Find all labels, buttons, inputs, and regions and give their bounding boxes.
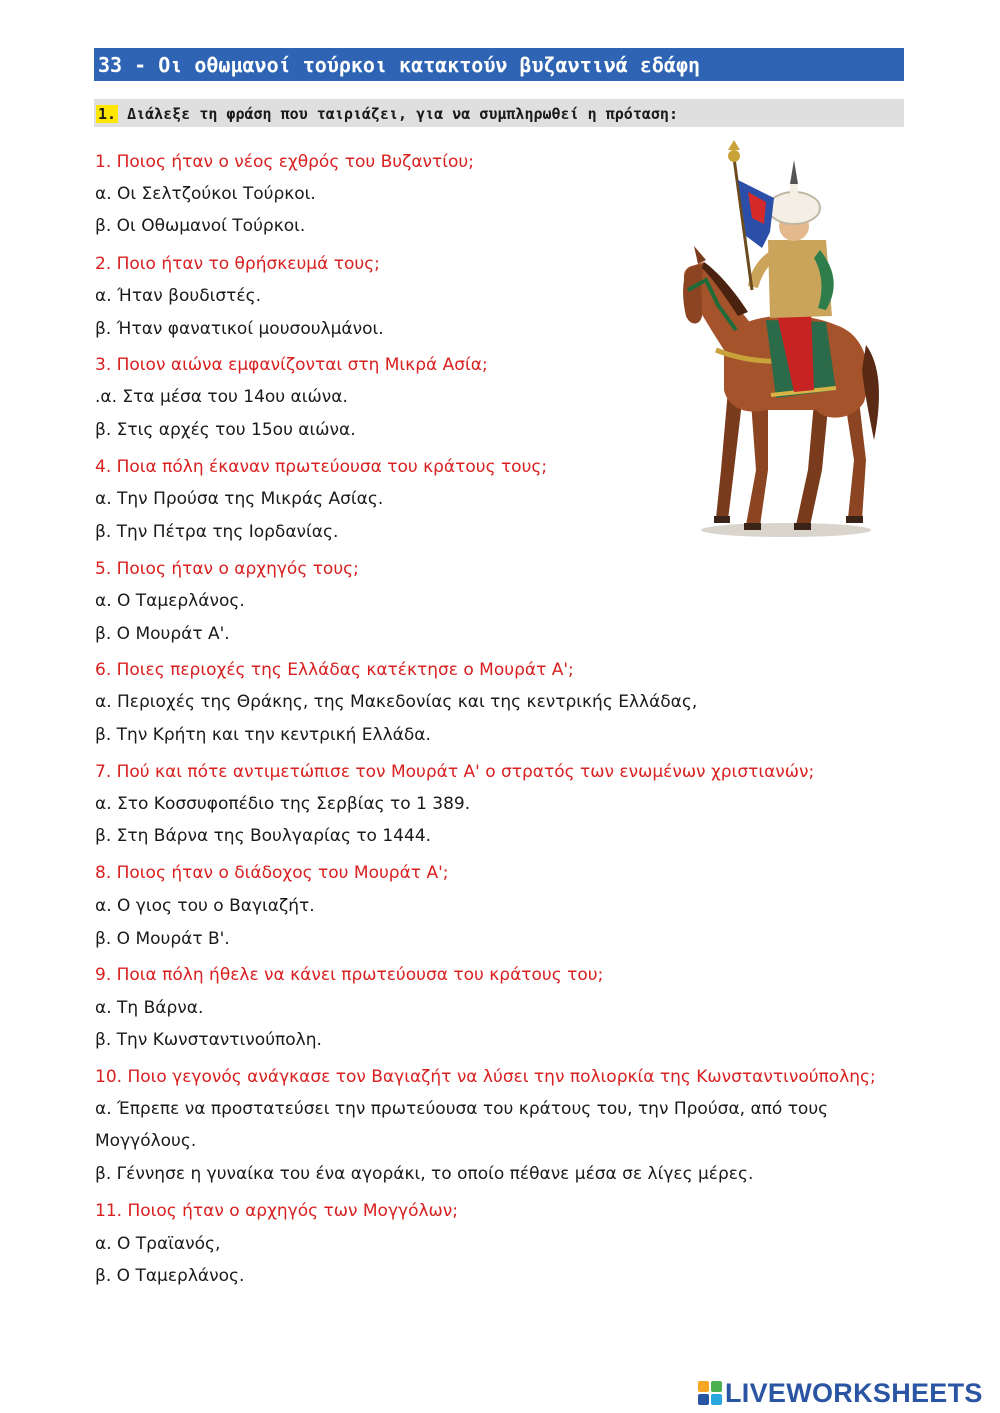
instruction-bar [94,99,904,127]
logo-square-3 [698,1394,709,1405]
question-7: 7. Πού και πότε αντιμετώπισε τον Μουράτ Α' ο στρατός των ενωμένων χριστιανών; [95,762,815,782]
question-11: 11. Ποιος ήταν ο αρχηγός των Μογγόλων; [95,1201,458,1221]
answer-7b[interactable]: β. Στη Βάρνα της Βουλγαρίας το 1444. [95,826,432,846]
answer-10a-cont[interactable]: Μογγόλους. [95,1131,197,1151]
instruction-number: 1. [98,105,117,123]
logo-square-2 [711,1381,722,1392]
brand-text: LIVEWORKSHEETS [725,1377,983,1408]
answer-4b[interactable]: β. Την Πέτρα της Ιορδανίας. [95,522,339,542]
answer-4a[interactable]: α. Την Προύσα της Μικράς Ασίας. [95,489,384,509]
answer-1a[interactable]: α. Οι Σελτζούκοι Τούρκοι. [95,184,316,204]
answer-2a[interactable]: α. Ήταν βουδιστές. [95,286,261,306]
answer-7a[interactable]: α. Στο Κοσσυφοπέδιο της Σερβίας το 1 389. [95,794,471,814]
question-2: 2. Ποιο ήταν το θρήσκευμά τους; [95,254,380,274]
logo-icon [698,1381,722,1405]
answer-1b[interactable]: β. Οι Οθωμανοί Τούρκοι. [95,216,306,236]
answer-2b[interactable]: β. Ήταν φανατικοί μουσουλμάνοι. [95,319,384,339]
instruction-text: Διάλεξε τη φράση που ταιριάζει, για να συμπληρωθεί η πρόταση: [127,105,678,123]
logo-square-1 [698,1381,709,1392]
answer-9a[interactable]: α. Τη Βάρνα. [95,998,204,1018]
answer-8b[interactable]: β. Ο Μουράτ Β'. [95,929,230,949]
answer-11a[interactable]: α. Ο Τραϊανός, [95,1234,221,1254]
liveworksheets-logo[interactable] [698,1376,983,1410]
answer-9b[interactable]: β. Την Κωνσταντινούπολη. [95,1030,322,1050]
answer-10a[interactable]: α. Έπρεπε να προστατεύσει την πρωτεύουσα του κράτους του, την Προύσα, από τους [95,1099,829,1119]
answer-3b[interactable]: β. Στις αρχές του 15ου αιώνα. [95,420,356,440]
question-6: 6. Ποιες περιοχές της Ελλάδας κατέκτησε ο Μουράτ Α'; [95,660,574,680]
answer-11b[interactable]: β. Ο Ταμερλάνος. [95,1266,245,1286]
answer-3a[interactable]: .α. Στα μέσα του 14ου αιώνα. [95,387,348,407]
question-5: 5. Ποιος ήταν ο αρχηγός τους; [95,559,359,579]
question-8: 8. Ποιος ήταν ο διάδοχος του Μουράτ Α'; [95,863,449,883]
answer-10b[interactable]: β. Γέννησε η γυναίκα του ένα αγοράκι, το οποίο πέθανε μέσα σε λίγες μέρες. [95,1164,754,1184]
question-10: 10. Ποιο γεγονός ανάγκασε τον Βαγιαζήτ να λύσει την πολιορκία της Κωνσταντινούπολης; [95,1067,876,1087]
question-4: 4. Ποια πόλη έκαναν πρωτεύουσα του κράτους τους; [95,457,548,477]
answer-5b[interactable]: β. Ο Μουράτ Α'. [95,624,230,644]
logo-square-4 [711,1394,722,1405]
question-3: 3. Ποιον αιώνα εμφανίζονται στη Μικρά Ασία; [95,355,488,375]
answer-6a[interactable]: α. Περιοχές της Θράκης, της Μακεδονίας και της κεντρικής Ελλάδας, [95,692,698,712]
answer-8a[interactable]: α. Ο γιος του ο Βαγιαζήτ. [95,896,315,916]
ottoman-horseman-illustration [676,140,886,540]
question-1: 1. Ποιος ήταν ο νέος εχθρός του Βυζαντίου; [95,152,474,172]
worksheet-title: 33 - Οι οθωμανοί τούρκοι κατακτούν βυζαντινά εδάφη [94,48,904,81]
answer-5a[interactable]: α. Ο Ταμερλάνος. [95,591,245,611]
answer-6b[interactable]: β. Την Κρήτη και την κεντρική Ελλάδα. [95,725,431,745]
question-9: 9. Ποια πόλη ήθελε να κάνει πρωτεύουσα του κράτους του; [95,965,604,985]
